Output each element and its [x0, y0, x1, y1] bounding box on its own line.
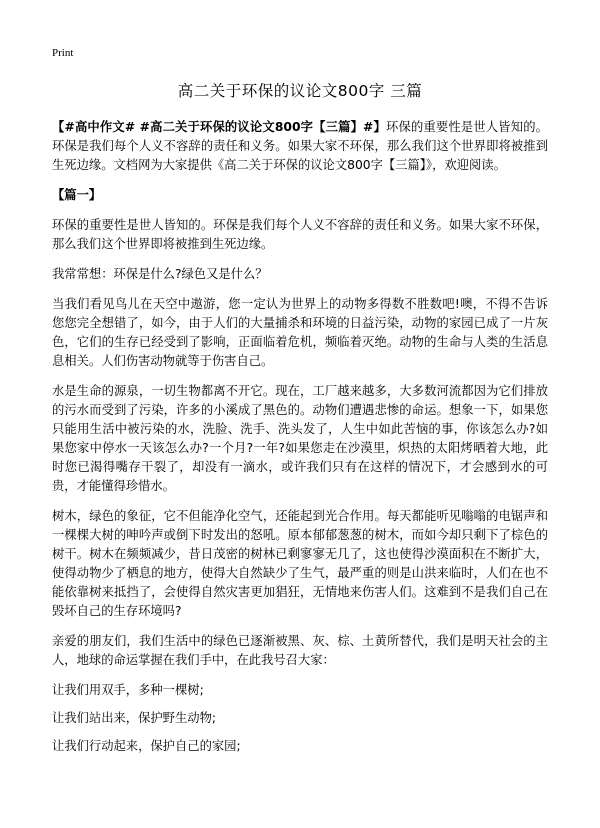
paragraph: 我常常想：环保是什么?绿色又是什么？: [52, 267, 268, 281]
paragraph: 亲爱的朋友们，我们生活中的绿色已逐渐被黑、灰、棕、土黄所替代，我们是明天社会的主人，地球的命运掌握在我们手中，在此我号召大家：: [52, 634, 548, 667]
paragraph: 树木，绿色的象征，它不但能净化空气，还能起到光合作用。每天都能听见嗡嗡的电锯声和一棵棵大树的呻吟声或倒下时发出的怒吼。原本郁郁葱葱的树木，而如今却只剩下了棕色的树干。树木在频频减少，昔日茂密的树林已剩寥寥无几了，这也使得沙漠面积在不断扩大，使得动物少了栖息的地方，使得大自然缺少了生气，最严重的则是山洪来临时，人们在也不能依靠树来抵挡了，会使得自然灾害更加猖狂，无情地来伤害人们。这难到不是我们自己在毁坏自己的生存环境吗?: [52, 509, 548, 618]
list-item: 让我们行动起来，保护自己的家园;: [52, 739, 241, 753]
paragraph: 当我们看见鸟儿在天空中遨游，您一定认为世界上的动物多得数不胜数吧!噢，不得不告诉您您完全想错了，如今，由于人们的大量捕杀和环境的日益污染，动物的家园已成了一片灰色，它们的生存已经受到了影响，正面临着危机，频临着灭绝。动物的生命与人类的生活息息相关。人们伤害动物就等于伤害自己。: [52, 297, 548, 368]
article-body: [52, 118, 548, 765]
intro-tags: 【#高中作文# #高二关于环保的议论文800字【三篇】#】: [52, 120, 386, 134]
intro-text: 环保的重要性是世人皆知的。环保是我们每个人义不容辞的责任和义务。如果大家不环保，那么我们这个世界即将被推到生死边缘。文档网为大家提供《高二关于环保的议论文800字【三篇】》，欢迎阅读。: [52, 120, 548, 172]
list-item: 让我们站出来，保护野生动物;: [52, 711, 217, 725]
intro-paragraph: [52, 118, 548, 175]
page-title: 高二关于环保的议论文800字 三篇: [177, 82, 423, 100]
list-item: 让我们用双手，多种一棵树;: [52, 683, 204, 697]
paragraph: 水是生命的源泉，一切生物都离不开它。现在，工厂越来越多，大多数河流都因为它们排放的污水而受到了污染，许多的小溪成了黑色的。动物们遭遇悲惨的命运。想象一下，如果您只能用生活中被污染的水，洗脸、洗手、洗头发了，人生中如此苦恼的事，你该怎么办?如果您家中停水一天该怎么办?一个月?一年?如果您走在沙漠里，炽热的太阳烤晒着大地，此时您已渴得嘴存干裂了，却没有一滴水，或许我们只有在这样的情况下，才会感到水的可贵，才能懂得珍惜水。: [52, 384, 548, 493]
print-link[interactable]: Print: [52, 47, 74, 59]
section-heading: 【篇一】: [52, 188, 102, 202]
paragraph: 环保的重要性是世人皆知的。环保是我们每个人义不容辞的责任和义务。如果大家不环保，那么我们这个世界即将被推到生死边缘。: [52, 218, 548, 251]
